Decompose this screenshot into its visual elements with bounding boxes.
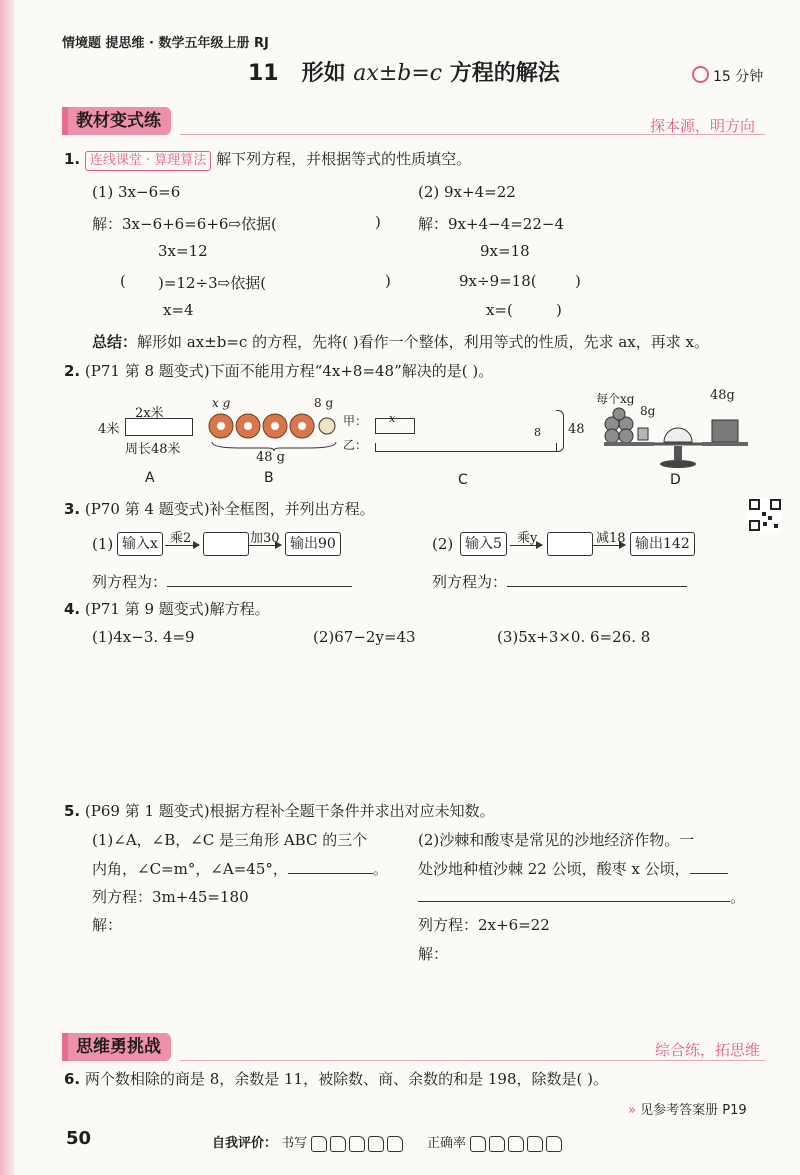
- q1-right-label: (2) 9x+4=22: [418, 183, 516, 201]
- ball-4: [619, 429, 633, 443]
- q1-right-line3: 9x÷9=18(: [459, 272, 537, 290]
- answer-reference: [628, 1099, 747, 1118]
- q2-d-weight-label: 48g: [710, 388, 735, 403]
- q1-summary-label: 总结：: [92, 333, 138, 351]
- q5-right-line2-text: 处沙地种植沙棘 22 公顷，酸枣 x 公顷，: [418, 860, 690, 878]
- q5-left-line2: [92, 858, 388, 879]
- q2-c-eight-label: 8: [534, 426, 541, 439]
- q5-left-line2-text: 内角，∠C=m°，∠A=45°，: [92, 860, 288, 878]
- q1-left-label: (1) 3x−6=6: [92, 183, 181, 201]
- q5-right-line3: [418, 886, 745, 907]
- q3-right-input-box: 输入5: [460, 532, 507, 556]
- q4-text: (P71 第 9 题变式)解方程。: [84, 600, 270, 618]
- lesson-number: 11: [248, 61, 279, 86]
- self-eval-label: 自我评价：: [212, 1136, 278, 1151]
- q5-left-line2-end: 。: [372, 860, 388, 878]
- q3-left-blank-box[interactable]: [203, 532, 249, 556]
- q1-stem: [64, 148, 471, 171]
- ring-hole-2: [244, 422, 252, 430]
- q4-stem: [64, 598, 270, 619]
- ball-5: [613, 408, 625, 420]
- q1-left-line2: 3x=12: [158, 242, 208, 260]
- q1-right-line3-close: ): [575, 272, 581, 290]
- q2-c-x-label: x: [389, 412, 396, 425]
- section-title-2: 思维勇挑战: [68, 1033, 171, 1061]
- section-title-1: 教材变式练: [68, 107, 171, 135]
- ring-hole-3: [271, 422, 279, 430]
- q3-right-equation: [432, 571, 687, 592]
- q2-option-a-label[interactable]: A: [145, 470, 155, 486]
- q2-c-jia-label: 甲：: [343, 414, 368, 428]
- q1-right-line1: 解：9x+4−4=22−4: [418, 215, 564, 233]
- q2-option-b-label[interactable]: B: [264, 470, 274, 486]
- q3-right-op1: 乘y: [517, 531, 538, 546]
- q3-right-output-box: 输出142: [630, 532, 695, 556]
- q1-left-line4: x=4: [163, 301, 194, 319]
- q2-option-d-label[interactable]: D: [670, 472, 681, 488]
- q5-right-equation: 列方程：2x+6=22: [418, 916, 550, 934]
- q2-b-total-label: 48 g: [256, 450, 285, 465]
- q1-left-line3: )=12÷3⇨依据(: [158, 274, 267, 292]
- title-prefix: 形如: [301, 61, 346, 86]
- q2-c-yi-label: 乙：: [343, 438, 368, 452]
- page-title: [248, 56, 560, 87]
- q3-text: (P70 第 4 题变式)补全框图，并列出方程。: [84, 500, 375, 518]
- q3-stem: [64, 498, 375, 519]
- q4-item-3: (3)5x+3×0. 6=26. 8: [497, 628, 651, 646]
- small-weight: [319, 418, 335, 434]
- q3-left-eq-label: 列方程为：: [92, 573, 168, 591]
- balance-dial: [664, 428, 692, 442]
- q2-b-rings-drawing: [205, 410, 340, 442]
- q5-right-line3-end: 。: [730, 888, 746, 906]
- q3-right-eq-label: 列方程为：: [432, 573, 508, 591]
- q1-summary: [92, 331, 709, 352]
- big-weight: [712, 420, 738, 442]
- q1-right-line4-close: ): [556, 301, 562, 319]
- right-pan: [702, 442, 748, 446]
- q2-b-eight-label: 8 g: [314, 396, 334, 410]
- q1-left-line3-close: ): [385, 272, 391, 290]
- q5-left-line1: (1)∠A，∠B，∠C 是三角形 ABC 的三个: [92, 831, 368, 849]
- q3-left-label: (1): [92, 535, 114, 553]
- q2-number: 2.: [64, 362, 81, 380]
- page-number: 50: [66, 1128, 92, 1149]
- ring-hole-1: [217, 422, 225, 430]
- time-text: 15 分钟: [713, 69, 764, 85]
- q2-stem: [64, 360, 493, 381]
- q6-number: 6.: [64, 1070, 81, 1088]
- q3-right-label: (2): [432, 535, 454, 553]
- thumb-icon[interactable]: [349, 1136, 365, 1152]
- balance-stand: [674, 446, 682, 460]
- series-title: 情境题 提思维 · 数学五年级上册 RJ: [62, 36, 269, 51]
- section-hint-2: 综合练，拓思维: [655, 1041, 761, 1059]
- title-formula: ax±b=c: [353, 61, 443, 86]
- thumb-icon[interactable]: [508, 1136, 524, 1152]
- q5-number: 5.: [64, 802, 81, 820]
- section-divider-2: [180, 1060, 765, 1061]
- q5-left-equation: 列方程：3m+45=180: [92, 888, 249, 906]
- q3-right-blank-box[interactable]: [547, 532, 593, 556]
- q3-left-op2: 加30: [250, 531, 280, 546]
- thumb-icon[interactable]: [387, 1136, 403, 1152]
- q3-right-op2: 减18: [596, 531, 626, 546]
- thumb-icon[interactable]: [546, 1136, 562, 1152]
- q1-text: 解下列方程，并根据等式的性质填空。: [216, 150, 472, 168]
- q3-right-eq-blank[interactable]: [507, 572, 687, 587]
- q1-right-line2: 9x=18: [480, 242, 530, 260]
- balance-scale-drawing: [598, 402, 758, 470]
- clock-icon: [692, 66, 709, 83]
- title-suffix: 方程的解法: [449, 61, 560, 86]
- q2-text: (P71 第 8 题变式)下面不能用方程“4x+8=48”解决的是( )。: [84, 362, 494, 380]
- thumb-icon[interactable]: [527, 1136, 543, 1152]
- q2-a-perimeter-label: 周长48米: [125, 442, 181, 457]
- self-evaluation: [212, 1132, 565, 1152]
- thumb-icon[interactable]: [489, 1136, 505, 1152]
- q3-number: 3.: [64, 500, 81, 518]
- q5-right-jie: 解：: [418, 945, 449, 963]
- q4-number: 4.: [64, 600, 81, 618]
- small-block: [638, 428, 648, 440]
- q3-left-output-box: 输出90: [285, 532, 341, 556]
- q1-left-line1-close: ): [375, 213, 381, 231]
- q3-left-input-box: 输入x: [117, 532, 163, 556]
- q4-item-1: (1)4x−3. 4=9: [92, 628, 195, 646]
- double-chevron-icon: »: [628, 1103, 636, 1118]
- ball-3: [605, 429, 619, 443]
- writing-label: 书写: [281, 1136, 308, 1151]
- q3-left-eq-blank[interactable]: [167, 572, 352, 587]
- qr-code-icon: [748, 498, 782, 532]
- q1-tag: 连线课堂 · 算理算法: [85, 151, 211, 171]
- c-right-brace: [556, 410, 564, 452]
- q2-option-c-label[interactable]: C: [458, 472, 468, 488]
- q5-left-jie: 解：: [92, 916, 123, 934]
- ring-hole-4: [298, 422, 306, 430]
- thumb-icon[interactable]: [368, 1136, 384, 1152]
- left-pan: [604, 442, 654, 446]
- q1-left-line3-open: (: [120, 272, 126, 290]
- page-edge-decoration: [0, 0, 14, 1175]
- q2-d-eight-label: 8g: [640, 404, 656, 418]
- q5-text: (P69 第 1 题变式)根据方程补全题干条件并求出对应未知数。: [84, 802, 495, 820]
- q5-right-line1: (2)沙棘和酸枣是常见的沙地经济作物。一: [418, 831, 695, 849]
- thumb-icon[interactable]: [311, 1136, 327, 1152]
- section-hint-1: 探本源，明方向: [650, 117, 756, 135]
- q1-summary-text: 解形如 ax±b=c 的方程，先将( )看作一个整体，利用等式的性质，先求 ax，再求 x。: [137, 333, 709, 351]
- q5-stem: [64, 800, 495, 821]
- q2-d-each-label: 每个xg: [596, 392, 635, 406]
- q2-b-xg-label: x g: [212, 396, 231, 410]
- accuracy-label: 正确率: [426, 1136, 466, 1151]
- q2-a-side-label: 4米: [98, 422, 120, 437]
- q5-right-line2: [418, 858, 728, 879]
- time-indicator: [692, 66, 763, 86]
- thumb-icon[interactable]: [470, 1136, 486, 1152]
- q5-left-blank[interactable]: [288, 859, 373, 874]
- q6-text: 两个数相除的商是 8，余数是 11，被除数、商、余数的和是 198，除数是( )。: [84, 1070, 608, 1088]
- q1-right-line4: x=(: [486, 301, 513, 319]
- q5-right-blank-2[interactable]: [418, 887, 730, 902]
- q2-a-top-label: 2x米: [135, 406, 164, 421]
- q6-stem: [64, 1068, 608, 1089]
- thumb-icon[interactable]: [330, 1136, 346, 1152]
- q3-left-equation: [92, 571, 352, 592]
- segment-yi: [375, 443, 557, 452]
- q5-right-blank-1[interactable]: [690, 859, 728, 874]
- q4-item-2: (2)67−2y=43: [313, 628, 416, 646]
- q1-left-line1: 解：3x−6+6=6+6⇨依据(: [92, 215, 277, 233]
- answer-reference-text: 见参考答案册 P19: [640, 1103, 747, 1118]
- q1-number: 1.: [64, 150, 81, 168]
- balance-base: [660, 460, 696, 468]
- q2-c-total-label: 48: [568, 422, 585, 437]
- q3-left-op1: 乘2: [170, 531, 192, 546]
